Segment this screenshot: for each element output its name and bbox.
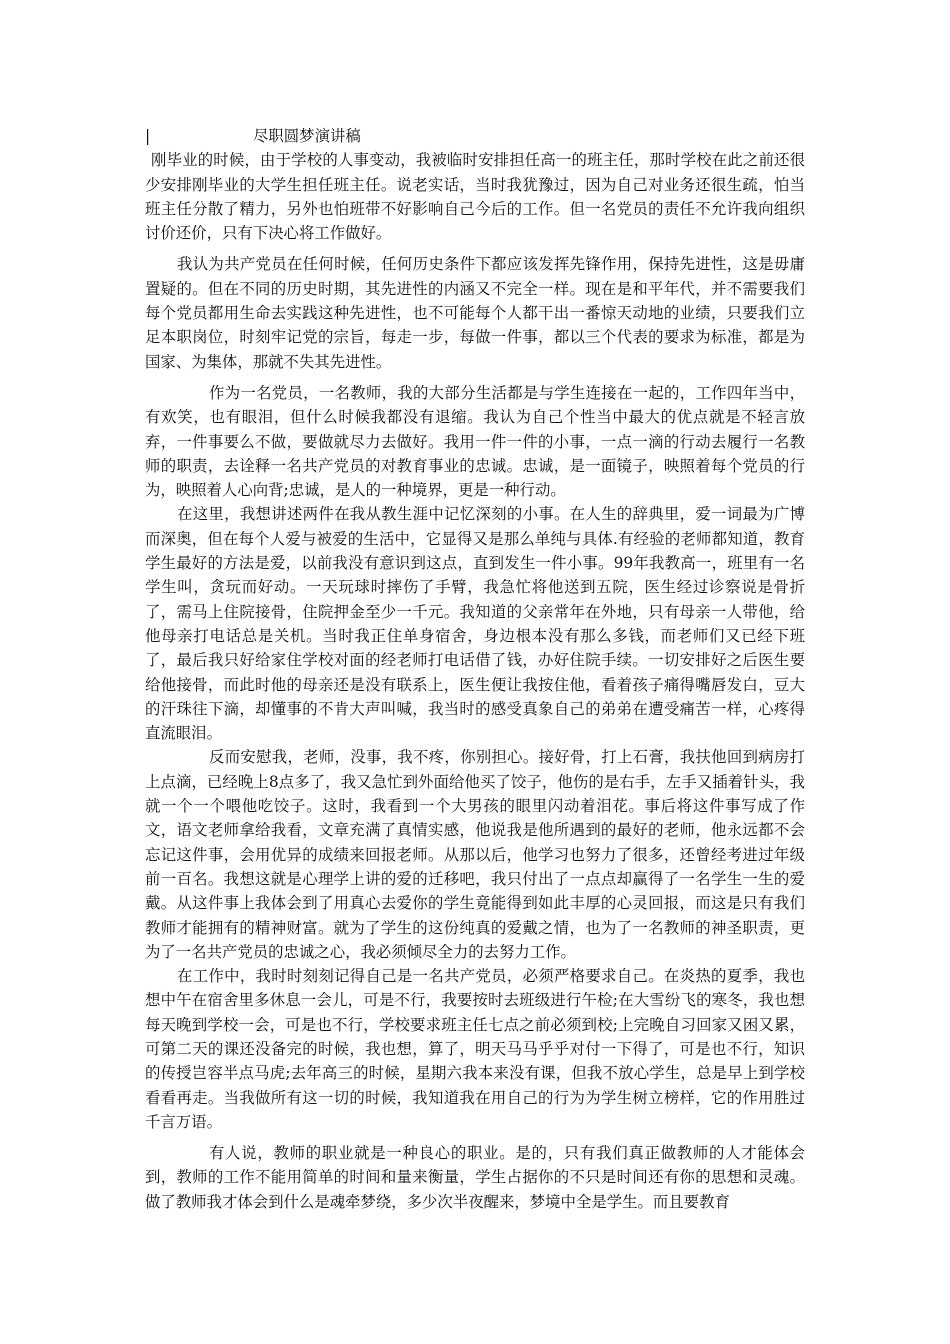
paragraph-6: 在工作中，我时时刻刻记得自己是一名共产党员，必须严格要求自己。在炎热的夏季，我也想中午在宿舍里多休息一会儿，可是不行，我要按时去班级进行午检;在大雪纷飞的寒冬，我也想每天晚到学校一会，可是也不行，学校要求班主任七点之前必须到校;上完晚自习回家又困又累，可第二天的课还没备完的时候，我也想，算了，明天马马乎乎对付一下得了，可是也不行，知识的传授岂容半点马虎;去年高三的时候，星期六我本来没有课，但我不放心学生，总是早上到学校看看再走。当我做所有这一切的时候，我知道我在用自己的行为为学生树立榜样，它的作用胜过千言万语。 xyxy=(145,967,805,1131)
document-title: 尽职圆梦演讲稿 xyxy=(253,127,361,145)
title-line xyxy=(145,124,805,148)
text-cursor-mark: | xyxy=(145,127,151,145)
paragraph-5: 反而安慰我，老师，没事，我不疼，你别担心。接好骨，打上石膏，我扶他回到病房打上点滴，已经晚上8点多了，我又急忙到外面给他买了饺子，他伤的是右手，左手又插着针头，我就一个一个喂他吃饺子。这时，我看到一个大男孩的眼里闪动着泪花。事后将这件事写成了作文，语文老师拿给我看，文章充满了真情实感，他说我是他所遇到的最好的老师，他永远都不会忘记这件事，会用优异的成绩来回报老师。从那以后，他学习也努力了很多，还曾经考进过年级前一百名。我想这就是心理学上讲的爱的迁移吧，我只付出了一点点却赢得了一名学生一生的爱戴。从这件事上我体会到了用真心去爱你的学生竟能得到如此丰厚的心灵回报，而这是只有我们教师才能拥有的精神财富。就为了学生的这份纯真的爱戴之情，也为了一名教师的神圣职责，更为了一名共产党员的忠诚之心，我必须倾尽全力的去努力工作。 xyxy=(145,748,805,961)
paragraph-4: 在这里，我想讲述两件在我从教生涯中记忆深刻的小事。在人生的辞典里，爱一词最为广博而深奥，但在每个人爱与被爱的生活中，它显得又是那么单纯与具体.有经验的老师都知道，教育学生最好的方法是爱，以前我没有意识到这点，直到发生一件小事。99年我教高一，班里有一名学生叫，贪玩而好动。一天玩球时摔伤了手臂，我急忙将他送到五院，医生经过诊察说是骨折了，需马上住院接骨，住院押金至少一千元。我知道的父亲常年在外地，只有母亲一人带他，给他母亲打电话总是关机。当时我正住单身宿舍，身边根本没有那么多钱，而老师们又已经下班了，最后我只好给家住学校对面的经老师打电话借了钱，办好住院手续。一切安排好之后医生要给他接骨，而此时他的母亲还是没有联系上，医生便让我按住他，看着孩子痛得嘴唇发白，豆大的汗珠往下滴，却懂事的不肯大声叫喊，我当时的感受真象自己的弟弟在遭受痛苦一样，心疼得直流眼泪。 xyxy=(145,505,805,743)
document-page xyxy=(145,124,805,1214)
paragraph-1: 刚毕业的时候，由于学校的人事变动，我被临时安排担任高一的班主任，那时学校在此之前还很少安排刚毕业的大学生担任班主任。说老实话，当时我犹豫过，因为自己对业务还很生疏，怕当班主任分散了精力，另外也怕班带不好影响自己今后的工作。但一名党员的责任不允许我向组织讨价还价，只有下决心将工作做好。 xyxy=(145,151,805,243)
paragraph-3: 作为一名党员，一名教师，我的大部分生活都是与学生连接在一起的，工作四年当中，有欢笑，也有眼泪，但什么时候我都没有退缩。我认为自己个性当中最大的优点就是不轻言放弃，一件事要么不做，要做就尽力去做好。我用一件一件的小事，一点一滴的行动去履行一名教师的职责，去诠释一名共产党员的对教育事业的忠诚。忠诚，是一面镜子，映照着每个党员的行为，映照着人心向背;忠诚，是人的一种境界，更是一种行动。 xyxy=(145,383,805,500)
paragraph-7: 有人说，教师的职业就是一种良心的职业。是的，只有我们真正做教师的人才能体会到，教师的工作不能用简单的时间和量来衡量，学生占据你的不只是时间还有你的思想和灵魂。做了教师我才体会到什么是魂牵梦绕，多少次半夜醒来，梦境中全是学生。而且要教育 xyxy=(145,1144,805,1211)
paragraph-2: 我认为共产党员在任何时候，任何历史条件下都应该发挥先锋作用，保持先进性，这是毋庸置疑的。但在不同的历史时期，其先进性的内涵又不完全一样。现在是和平年代，并不需要我们每个党员都用生命去实践这种先进性，也不可能每个人都干出一番惊天动地的业绩，只要我们立足本职岗位，时刻牢记党的宗旨，每走一步，每做一件事，都以三个代表的要求为标准，都是为国家、为集体，那就不失其先进性。 xyxy=(145,255,805,371)
